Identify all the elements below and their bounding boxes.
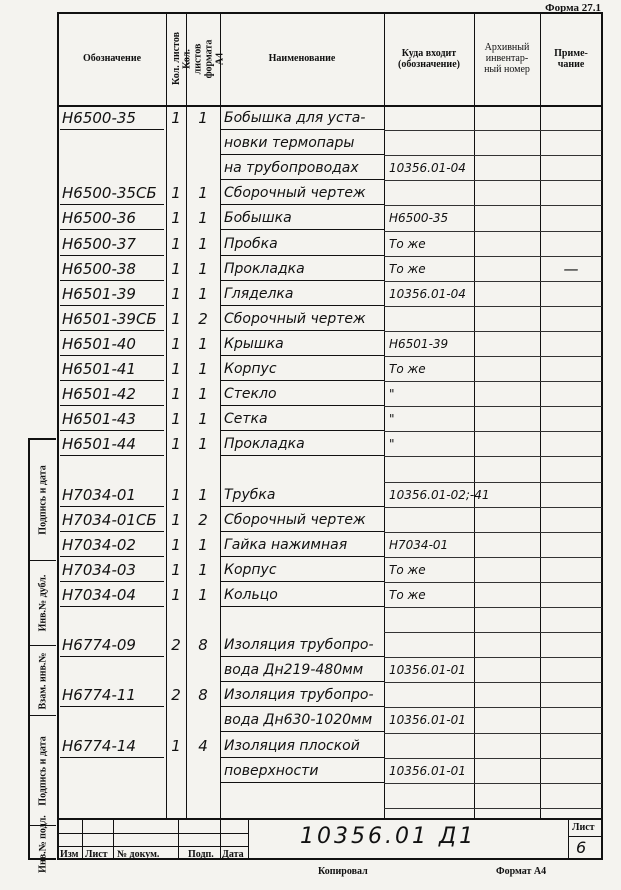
name-underline (220, 531, 384, 532)
name-underline (220, 229, 384, 230)
row-designation: Н6774-14 (62, 736, 136, 755)
title-block-divider (568, 818, 569, 860)
row-designation: Н6500-35СБ (62, 184, 157, 203)
header-archive: Архивный инвентар-ный номер (484, 42, 530, 75)
designation-underline (60, 255, 164, 256)
row-where-used: То же (389, 362, 426, 376)
row-designation: Н6500-37 (62, 234, 136, 253)
row-divider (384, 582, 602, 583)
row-divider (384, 256, 602, 257)
col-change: Изм (60, 849, 79, 860)
row-sheet-count: 1 (171, 535, 181, 554)
sheet-label: Лист (572, 822, 595, 833)
row-note: — (563, 259, 579, 278)
header-divider (58, 105, 602, 107)
row-sheet-count-a4: 1 (198, 109, 208, 127)
name-underline (220, 204, 384, 205)
row-name: Изоляция трубопро- (224, 637, 374, 654)
row-name: Сборочный чертеж (224, 185, 366, 202)
row-divider (384, 682, 602, 683)
name-underline (220, 430, 384, 431)
row-divider (384, 482, 602, 483)
designation-underline (60, 280, 164, 281)
row-where-used: 10356.01-04 (389, 161, 466, 176)
row-designation: Н6501-42 (62, 385, 136, 404)
row-sheet-count: 2 (171, 686, 181, 705)
row-where-used: " (389, 387, 395, 402)
title-block-divider (178, 818, 179, 860)
row-divider (384, 381, 602, 382)
designation-underline (60, 129, 164, 130)
designation-underline (60, 556, 164, 557)
name-underline (220, 455, 384, 456)
row-divider (384, 406, 602, 407)
name-underline (220, 782, 384, 783)
name-underline (220, 355, 384, 356)
row-where-used: 10356.01-02;-41 (389, 487, 490, 502)
col-signature: Подп. (188, 849, 214, 860)
row-sheet-count: 1 (171, 209, 181, 228)
name-underline (220, 380, 384, 381)
header-designation: Обозначение (82, 53, 142, 64)
designation-underline (60, 355, 164, 356)
row-name: Стекло (224, 386, 277, 403)
row-divider (384, 808, 602, 809)
side-stamp-label: Подпись и дата (37, 735, 49, 806)
row-sheet-count: 1 (171, 510, 181, 529)
row-divider (384, 532, 602, 533)
row-sheet-count: 1 (171, 435, 181, 454)
row-name: Бобышка (224, 210, 292, 227)
row-where-used: " (389, 412, 395, 427)
side-stamp-label: Инв.№ подл. (37, 815, 49, 873)
header-sheet-count: Кол. листов (170, 32, 182, 85)
row-where-used: То же (389, 261, 426, 276)
sheet-number: 6 (576, 838, 587, 857)
row-designation: Н6501-43 (62, 410, 136, 429)
name-underline (220, 757, 384, 758)
column-divider (384, 12, 385, 818)
side-stamp-cell (30, 815, 56, 873)
header-sheet-count-a4: Кол. листов формата А4 (181, 39, 225, 78)
row-name: на трубопроводах (224, 160, 359, 177)
row-divider (384, 180, 602, 181)
row-designation: Н6500-38 (62, 259, 136, 278)
row-name: Гайка нажимная (224, 536, 348, 553)
row-where-used: 10356.01-01 (389, 663, 466, 678)
row-name: Прокладка (224, 260, 305, 277)
row-sheet-count-a4: 8 (198, 636, 208, 655)
name-underline (220, 656, 384, 657)
side-stamp-cell (30, 645, 56, 715)
title-block-divider (220, 818, 221, 860)
row-where-used: 10356.01-01 (389, 763, 466, 778)
designation-underline (60, 455, 164, 456)
designation-underline (60, 204, 164, 205)
row-name: Бобышка для уста- (224, 110, 366, 126)
row-divider (384, 155, 602, 156)
row-sheet-count-a4: 1 (198, 560, 208, 579)
row-designation: Н6501-41 (62, 360, 136, 378)
row-sheet-count: 1 (171, 334, 181, 353)
row-divider (384, 557, 602, 558)
name-underline (220, 305, 384, 306)
designation-underline (60, 706, 164, 707)
col-doc-number: № докум. (117, 849, 160, 860)
row-divider (384, 431, 602, 432)
row-divider (384, 331, 602, 332)
row-sheet-count: 1 (171, 385, 181, 404)
row-divider (384, 783, 602, 784)
row-divider (384, 507, 602, 508)
row-sheet-count: 1 (171, 234, 181, 253)
side-stamp-cell (30, 440, 56, 560)
row-sheet-count-a4: 1 (198, 284, 208, 303)
row-sheet-count: 1 (171, 560, 181, 579)
row-designation: Н6774-11 (62, 686, 136, 705)
row-sheet-count: 1 (171, 109, 181, 127)
header-name: Наименование (268, 53, 336, 64)
row-name: Трубка (224, 486, 276, 503)
row-sheet-count-a4: 1 (198, 234, 208, 253)
col-sheet: Лист (85, 849, 108, 860)
row-divider (384, 456, 602, 457)
row-sheet-count-a4: 1 (198, 259, 208, 278)
side-stamp-cell (30, 715, 56, 825)
row-where-used: 10356.01-04 (389, 286, 466, 301)
row-name: новки термопары (224, 135, 355, 152)
name-underline (220, 556, 384, 557)
row-sheet-count-a4: 8 (198, 686, 208, 705)
name-underline (220, 179, 384, 180)
row-sheet-count-a4: 1 (198, 435, 208, 454)
row-sheet-count: 1 (171, 360, 181, 378)
side-stamp-label: Взам. инв.№ (37, 652, 49, 709)
designation-underline (60, 330, 164, 331)
row-sheet-count: 1 (171, 485, 181, 504)
side-stamp-label: Инв.№ дубл. (37, 574, 49, 632)
column-divider (540, 12, 541, 818)
row-where-used: То же (389, 236, 426, 251)
row-designation: Н7034-02 (62, 535, 136, 554)
designation-underline (60, 405, 164, 406)
name-underline (220, 405, 384, 406)
row-name: Гляделка (224, 285, 294, 302)
row-sheet-count: 1 (171, 585, 181, 604)
row-sheet-count-a4: 1 (198, 585, 208, 604)
row-sheet-count: 1 (171, 736, 181, 755)
side-stamp-label: Подпись и дата (37, 465, 49, 535)
row-where-used: " (389, 437, 395, 452)
name-underline (220, 681, 384, 682)
row-name: Корпус (224, 561, 277, 578)
row-sheet-count-a4: 1 (198, 410, 208, 429)
name-underline (220, 129, 384, 130)
row-name: Прокладка (224, 436, 305, 453)
designation-underline (60, 531, 164, 532)
title-block-divider (248, 818, 249, 860)
row-sheet-count-a4: 2 (198, 309, 208, 328)
row-designation: Н7034-01СБ (62, 510, 157, 529)
row-sheet-count: 1 (171, 284, 181, 303)
row-divider (384, 607, 602, 608)
row-sheet-count-a4: 1 (198, 209, 208, 228)
name-underline (220, 606, 384, 607)
name-underline (220, 581, 384, 582)
row-designation: Н7034-04 (62, 585, 136, 604)
row-designation: Н6501-39СБ (62, 309, 157, 328)
row-name: Корпус (224, 361, 277, 377)
header-where-used: Куда входит (обозначение) (398, 47, 460, 70)
column-divider (220, 12, 221, 818)
designation-underline (60, 380, 164, 381)
col-date: Дата (222, 849, 244, 860)
row-name: Изоляция трубопро- (224, 687, 374, 704)
row-divider (384, 707, 602, 708)
row-where-used: То же (389, 562, 426, 577)
format-label: Формат А4 (496, 866, 547, 877)
side-stamp-cell (30, 560, 56, 645)
row-sheet-count-a4: 1 (198, 535, 208, 554)
form-label: Форма 27.1 (545, 2, 601, 14)
row-divider (384, 130, 602, 131)
row-sheet-count: 1 (171, 309, 181, 328)
designation-underline (60, 757, 164, 758)
row-sheet-count-a4: 2 (198, 510, 208, 529)
designation-underline (60, 506, 164, 507)
designation-underline (60, 606, 164, 607)
designation-underline (60, 430, 164, 431)
row-sheet-count: 2 (171, 636, 181, 655)
row-name: поверхности (224, 762, 319, 779)
row-designation: Н6500-35 (62, 109, 136, 127)
row-sheet-count-a4: 1 (198, 485, 208, 504)
row-where-used: Н6500-35 (389, 211, 449, 226)
row-divider (384, 758, 602, 759)
name-underline (220, 255, 384, 256)
row-sheet-count-a4: 4 (198, 736, 208, 755)
row-sheet-count: 1 (171, 410, 181, 429)
row-name: Пробка (224, 235, 278, 252)
name-underline (220, 706, 384, 707)
row-where-used: 10356.01-01 (389, 713, 466, 728)
row-sheet-count-a4: 1 (198, 334, 208, 353)
row-divider (384, 657, 602, 658)
name-underline (220, 731, 384, 732)
row-sheet-count: 1 (171, 184, 181, 203)
row-sheet-count-a4: 1 (198, 184, 208, 203)
row-name: вода Дн630-1020мм (224, 712, 373, 729)
name-underline (220, 280, 384, 281)
row-name: Изоляция плоской (224, 737, 360, 754)
row-name: Сетка (224, 411, 268, 428)
row-divider (384, 281, 602, 282)
row-designation: Н6501-40 (62, 334, 136, 353)
side-stamp (28, 438, 56, 873)
row-where-used: Н7034-01 (389, 537, 449, 552)
name-underline (220, 506, 384, 507)
name-underline (220, 330, 384, 331)
row-designation: Н6501-39 (62, 284, 136, 303)
row-divider (384, 205, 602, 206)
header-note: Приме-чание (554, 47, 588, 70)
designation-underline (60, 581, 164, 582)
row-name: Сборочный чертеж (224, 310, 366, 327)
row-name: Кольцо (224, 586, 278, 603)
row-designation: Н7034-01 (62, 485, 136, 504)
row-name: Крышка (224, 335, 284, 352)
row-where-used: То же (389, 587, 426, 602)
row-where-used: Н6501-39 (389, 336, 449, 351)
row-designation: Н6774-09 (62, 636, 136, 655)
row-sheet-count-a4: 1 (198, 385, 208, 404)
row-divider (384, 356, 602, 357)
title-block-divider (113, 818, 114, 860)
row-divider (384, 632, 602, 633)
row-divider (384, 231, 602, 232)
row-designation: Н6501-44 (62, 435, 136, 454)
row-sheet-count: 1 (171, 259, 181, 278)
name-underline (220, 154, 384, 155)
designation-underline (60, 305, 164, 306)
document-number: 10356.01 Д1 (300, 824, 477, 849)
title-block-divider (82, 818, 83, 860)
designation-underline (60, 229, 164, 230)
row-divider (384, 306, 602, 307)
row-name: Сборочный чертеж (224, 511, 366, 528)
row-divider (384, 733, 602, 734)
title-block-top (58, 818, 602, 820)
row-sheet-count-a4: 1 (198, 360, 208, 378)
row-designation: Н6500-36 (62, 209, 136, 228)
row-name: вода Дн219-480мм (224, 662, 364, 679)
copied-label: Копировал (318, 866, 368, 877)
title-block-line (568, 836, 602, 837)
designation-underline (60, 656, 164, 657)
row-designation: Н7034-03 (62, 560, 136, 579)
